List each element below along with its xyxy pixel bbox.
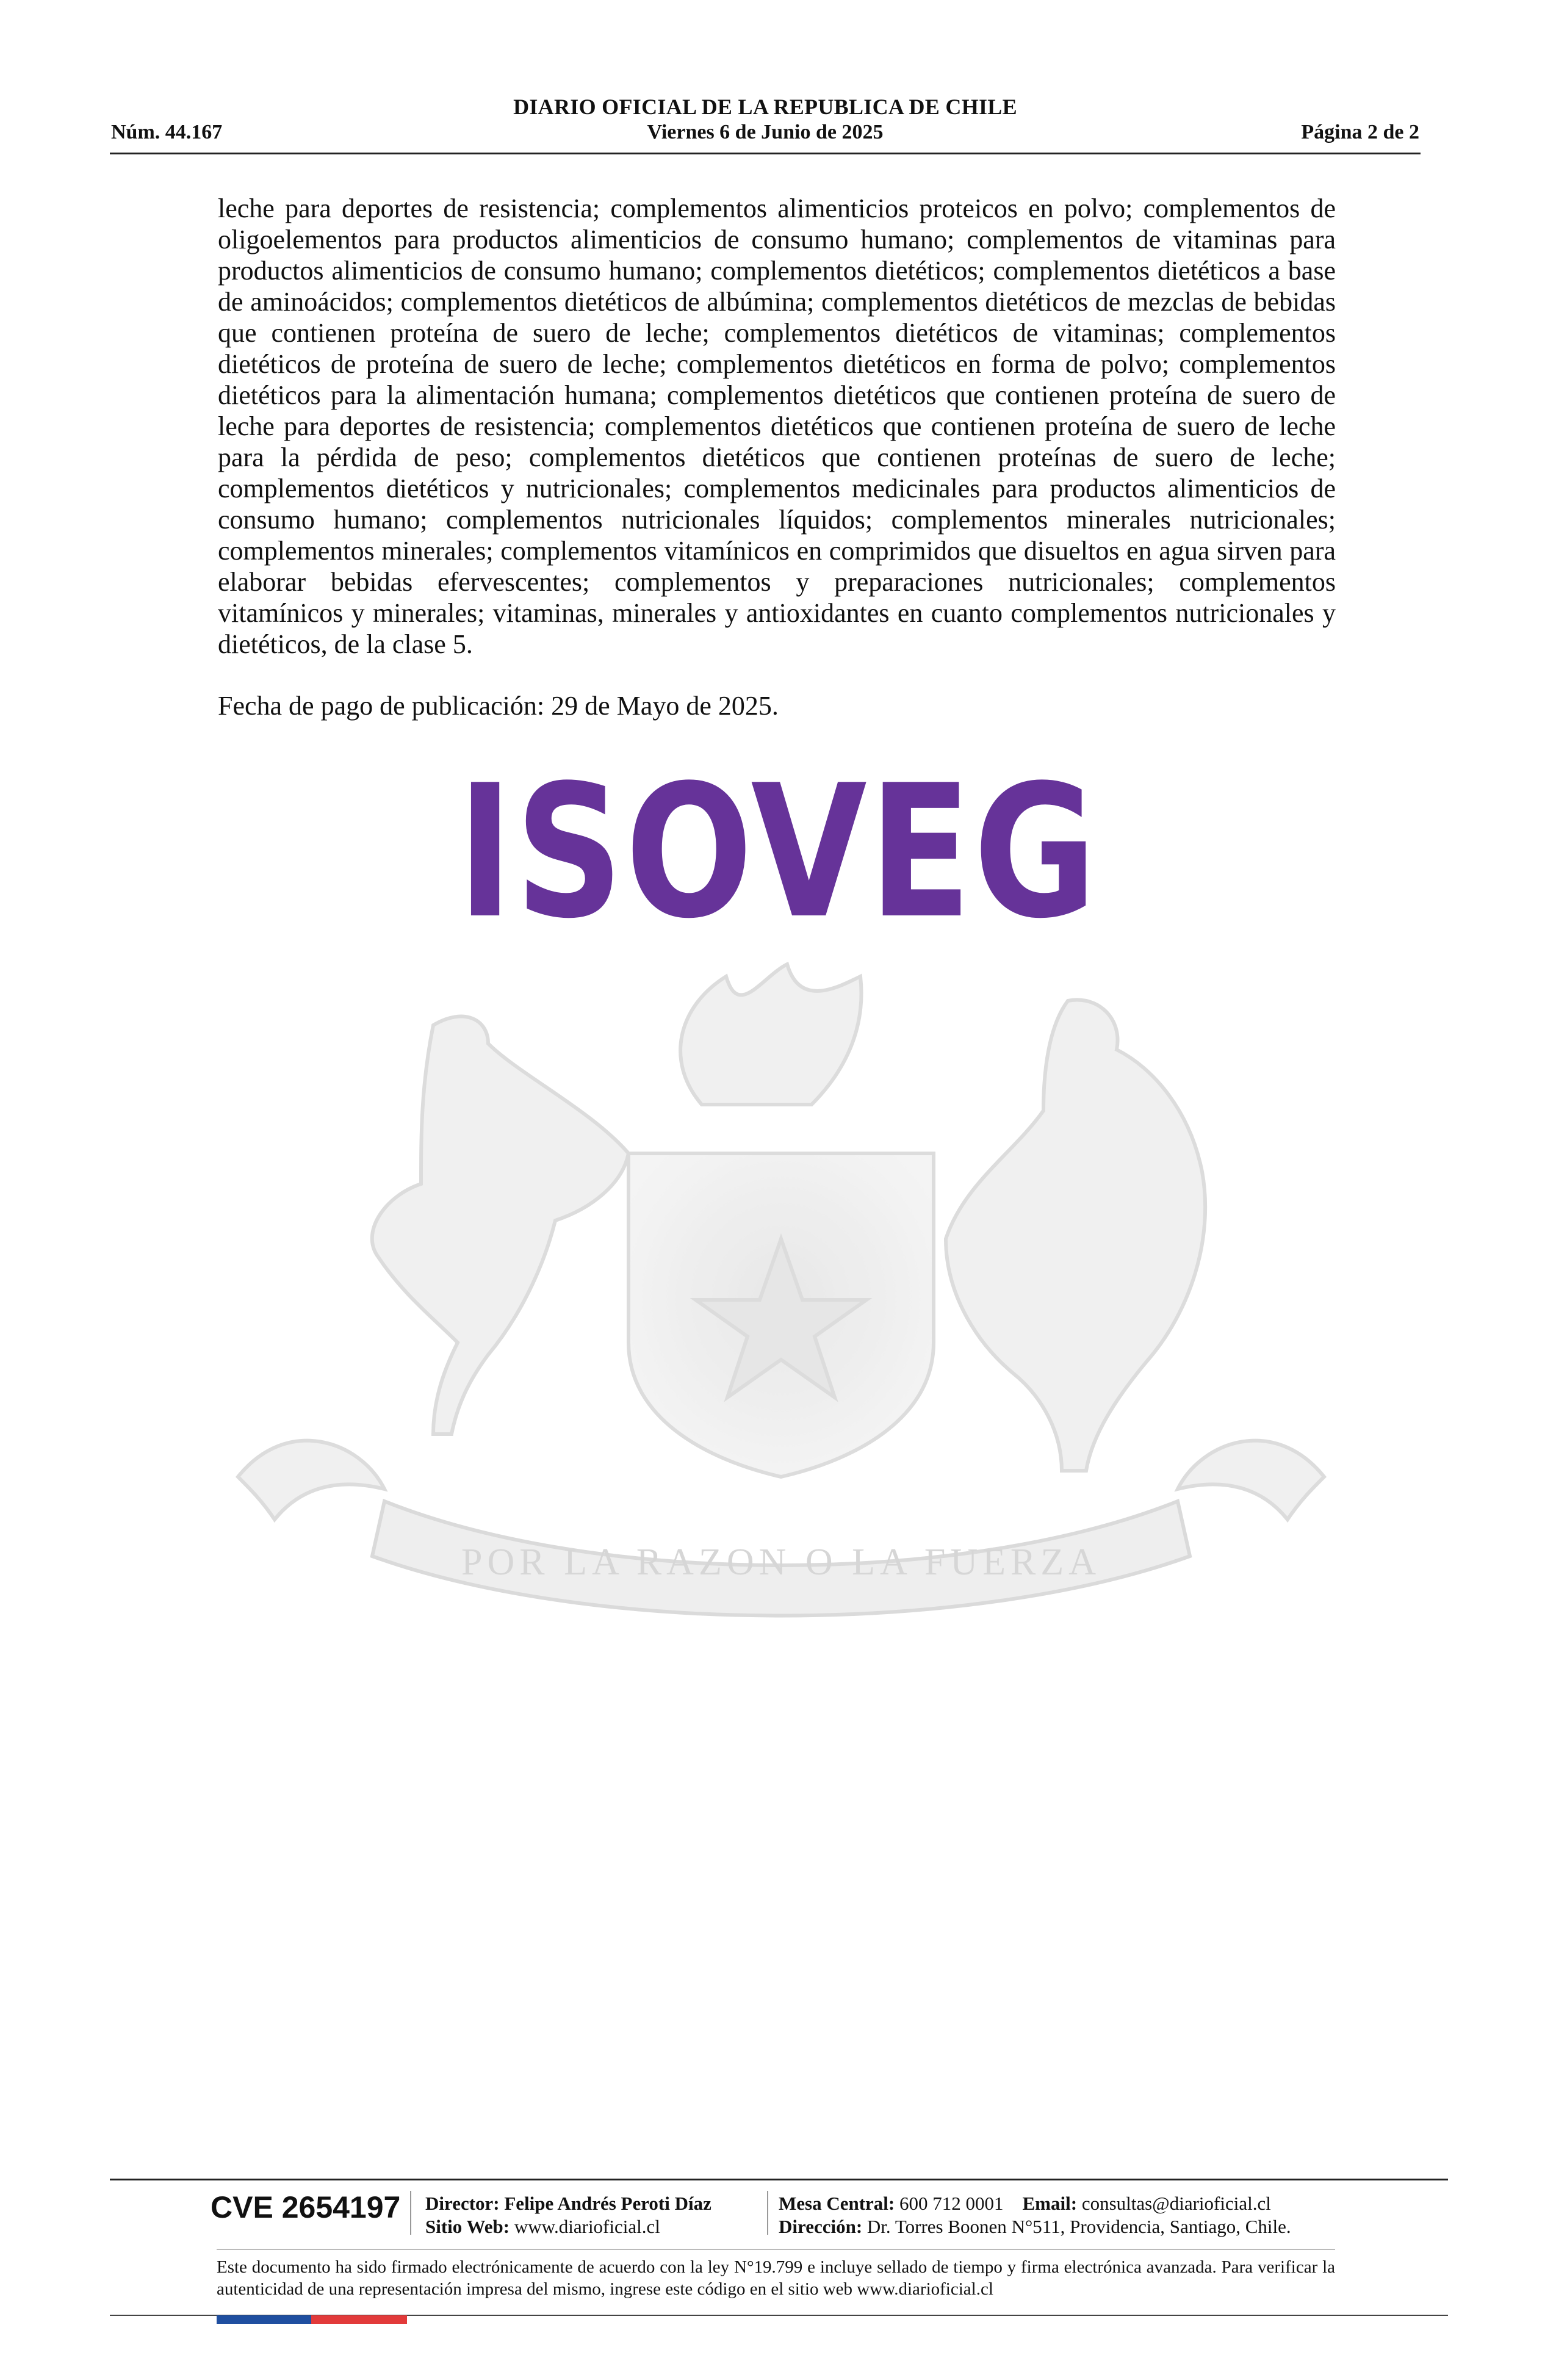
- trademark-logo: ISOVEG: [457, 746, 1099, 959]
- issue-number: Núm. 44.167: [111, 121, 223, 143]
- flag-stripe-red: [311, 2315, 407, 2324]
- footer-inner-divider: [217, 2249, 1335, 2250]
- mesa-label: Mesa Central:: [779, 2193, 895, 2214]
- website-link[interactable]: www.diarioficial.cl: [514, 2216, 660, 2237]
- director-label: Director:: [425, 2193, 500, 2214]
- contact-info: [779, 2192, 1291, 2238]
- address-value: Dr. Torres Boonen N°511, Providencia, Santiago, Chile.: [866, 2216, 1291, 2237]
- issue-date: Viernes 6 de Junio de 2025: [647, 121, 884, 143]
- email-label: Email:: [1022, 2193, 1078, 2214]
- payment-date: Fecha de pago de publicación: 29 de Mayo de 2025.: [218, 691, 779, 721]
- footer-divider: [110, 2179, 1448, 2180]
- legal-notice: Este documento ha sido firmado electrónicamente de acuerdo con la ley N°19.799 e incluye sellado de tiempo y firma electrónica avanzada. Para verificar la autenticidad de una representación impresa del mismo, ingrese este código en el sitio web www.diarioficial.cl: [217, 2257, 1335, 2299]
- flag-stripe-blue: [217, 2315, 311, 2324]
- paragraph-text: leche para deportes de resistencia; complementos alimenticios proteicos en polvo; complementos de oligoelementos para productos alimenticios de consumo humano; complementos de vitaminas para productos alimenticios de consumo humano; complementos dietéticos; complementos dietéticos a base de aminoácidos; complementos dietéticos de albúmina; complementos dietéticos de mezclas de bebidas que contienen proteína de suero de leche; complementos dietéticos de vitaminas; complementos dietéticos de proteína de suero de leche; complementos dietéticos en forma de polvo; complementos dietéticos para la alimentación humana; complementos dietéticos que contienen proteína de suero de leche para deportes de resistencia; complementos dietéticos que contienen proteína de suero de leche para la pérdida de peso; complementos dietéticos que contienen proteínas de suero de leche; complementos dietéticos y nutricionales; complementos medicinales para productos alimenticios de consumo humano; complementos nutricionales líquidos; complementos minerales nutricionales; complementos minerales; complementos vitamínicos en comprimidos que disueltos en agua sirven para elaborar bebidas efervescentes; complementos y preparaciones nutricionales; complementos vitamínicos y minerales; vitaminas, minerales y antioxidantes en cuanto complementos nutricionales y dietéticos, de la clase 5.: [218, 193, 1336, 659]
- header-divider: [110, 153, 1421, 154]
- page-indicator: Página 2 de 2: [1301, 121, 1419, 143]
- website-label: Sitio Web:: [425, 2216, 510, 2237]
- director-info: [425, 2192, 711, 2238]
- director-name: Felipe Andrés Peroti Díaz: [504, 2193, 711, 2214]
- footer-separator: [767, 2191, 768, 2235]
- cve-code: CVE 2654197: [211, 2190, 401, 2224]
- mesa-value: 600 712 0001: [899, 2193, 1004, 2214]
- address-label: Dirección:: [779, 2216, 863, 2237]
- chile-coat-of-arms-watermark: [201, 952, 1361, 1660]
- page-header: [110, 93, 1421, 160]
- coat-of-arms-motto: POR LA RAZON O LA FUERZA: [461, 1542, 1101, 1583]
- footer-separator: [410, 2191, 411, 2235]
- classes-paragraph: [218, 193, 1336, 660]
- email-link[interactable]: consultas@diarioficial.cl: [1081, 2193, 1271, 2214]
- newspaper-title: DIARIO OFICIAL DE LA REPUBLICA DE CHILE: [513, 95, 1017, 119]
